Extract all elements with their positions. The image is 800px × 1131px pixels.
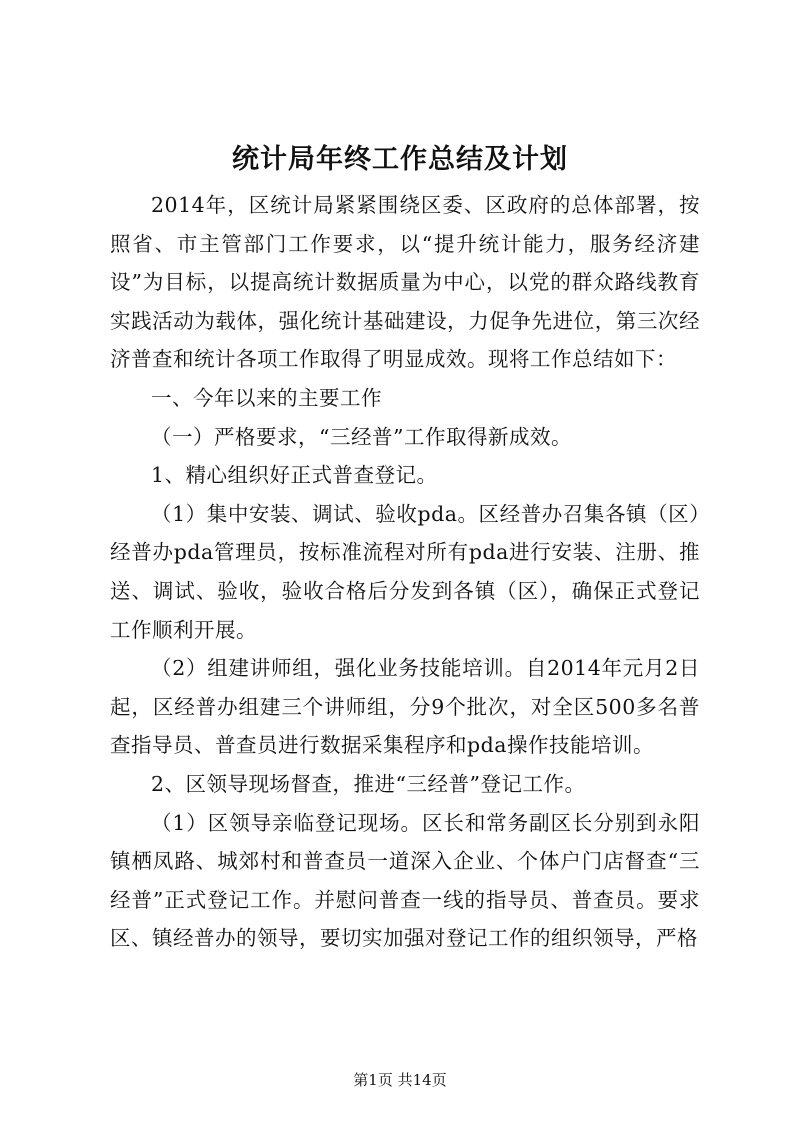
paragraph-intro: 2014年，区统计局紧紧围绕区委、区政府的总体部署，按照省、市主管部门工作要求，以“提升统计能力，服务经济建设”为目标，以提高统计数据质量为中心，以党的群众路线教育实践活动为载体，强化统计基础建设，力促争先进位，第三次经济普查和统计各项工作取得了明显成效。现将工作总结如下： [110, 193, 700, 372]
paragraph-item-2-1: （1）区领导亲临登记现场。区长和常务副区长分别到永阳镇栖凤路、城郊村和普查员一道深入企业、个体户门店督查“三经普”正式登记工作。并慰问普查一线的指导员、普查员。要求区、镇经普办的领导，要切实加强对登记工作的组织领导，严格 [110, 810, 700, 951]
paragraph-item-1-1: （1）集中安装、调试、验收pda。区经普办召集各镇（区）经普办pda管理员，按标准流程对所有pda进行安装、注册、推送、调试、验收，验收合格后分发到各镇（区），确保正式登记工作顺利开展。 [110, 501, 700, 642]
paragraph-item-1-2: （2）组建讲师组，强化业务技能培训。自2014年元月2日起，区经普办组建三个讲师组，分9个批次，对全区500多名普查指导员、普查员进行数据采集程序和pda操作技能培训。 [110, 656, 700, 758]
heading-section-1: 一、今年以来的主要工作 [151, 385, 382, 410]
document-body [110, 186, 700, 958]
page-number-footer: 第1页 共14页 [353, 1071, 447, 1089]
heading-item-2: 2、区领导现场督查，推进“三经普”登记工作。 [151, 771, 586, 796]
heading-item-1: 1、精心组织好正式普查登记。 [151, 463, 438, 488]
heading-subsection-1: （一）严格要求，“三经普”工作取得新成效。 [151, 424, 572, 449]
document-title: 统计局年终工作总结及计划 [232, 144, 568, 175]
